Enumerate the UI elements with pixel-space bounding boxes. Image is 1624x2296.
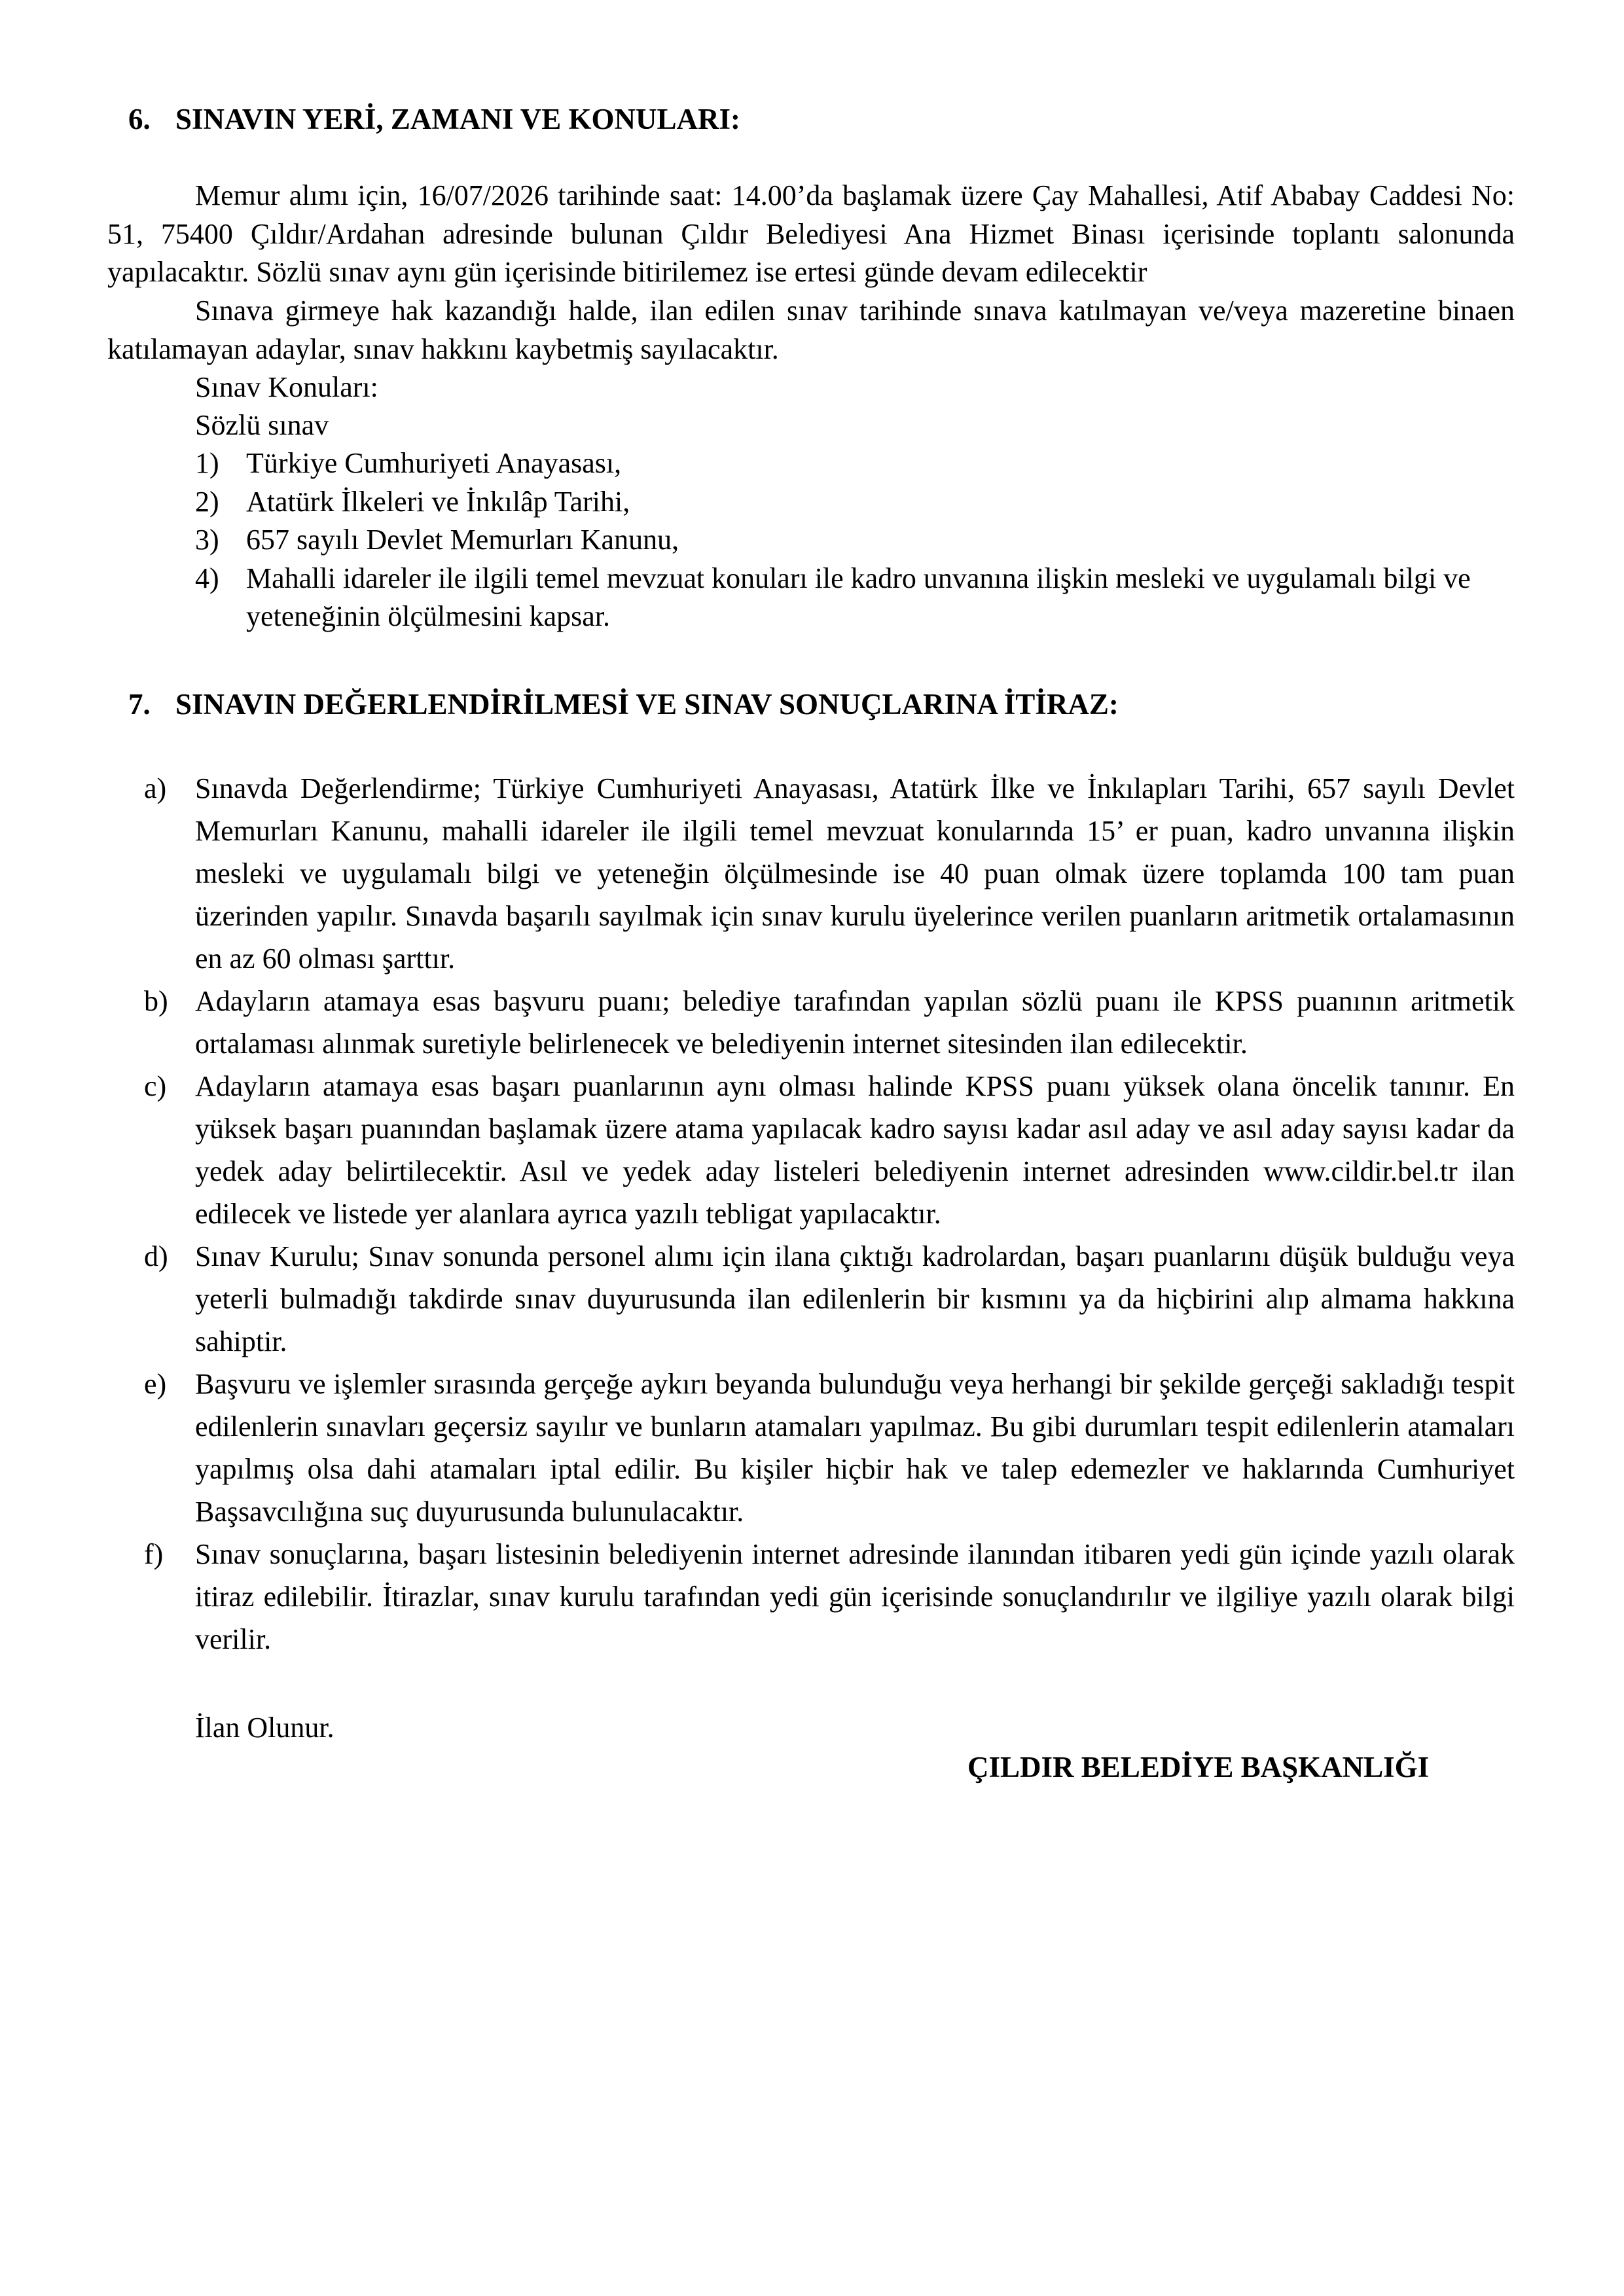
list-marker: d) xyxy=(144,1240,168,1272)
section-7-number: 7. xyxy=(128,688,151,721)
list-item xyxy=(144,1065,1515,1235)
list-item xyxy=(195,560,1515,636)
topics-label: Sınav Konuları: xyxy=(195,371,378,403)
list-item xyxy=(144,767,1515,980)
oral-exam-label: Sözlü sınav xyxy=(195,409,329,441)
signature-block: ÇILDIR BELEDİYE BAŞKANLIĞI xyxy=(967,1751,1430,1784)
list-item-text: Atatürk İlkeleri ve İnkılâp Tarihi, xyxy=(246,485,630,518)
section-6-number: 6. xyxy=(128,103,151,135)
list-item-text: Adayların atamaya esas başarı puanlarının aynı olması halinde KPSS puanı yüksek olana öncelik tanınır. En yüksek başarı puanından başlamak üzere atama yapılacak kadro sayısı kadar asıl aday ve asıl aday sayısı kadar da yedek aday belirtilecektir. Asıl ve yedek aday listeleri belediyenin internet adresinden www.cildir.bel.tr ilan edilecek ve listede yer alanlara ayrıca yazılı tebligat yapılacaktır. xyxy=(195,1070,1515,1230)
section-6-title: SINAVIN YERİ, ZAMANI VE KONULARI: xyxy=(175,103,741,135)
list-marker: 4) xyxy=(195,562,219,594)
evaluation-list xyxy=(144,767,1515,1660)
section-6-paragraph-1: Memur alımı için, 16/07/2026 tarihinde saat: 14.00’da başlamak üzere Çay Mahallesi, Atif Ababay Caddesi No: 51, 75400 Çıldır/Ardahan adresinde bulunan Çıldır Belediyesi Ana Hizmet Binası içerisinde toplantı salonunda yapılacaktır. Sözlü sınav aynı gün içerisinde bitirilemez ise ertesi günde devam edilecektir xyxy=(107,179,1515,288)
section-7-title: SINAVIN DEĞERLENDİRİLMESİ VE SINAV SONUÇLARINA İTİRAZ: xyxy=(175,688,1119,721)
list-item xyxy=(144,1533,1515,1660)
list-marker: a) xyxy=(144,772,167,804)
section-7-heading xyxy=(128,685,1119,724)
list-marker: e) xyxy=(144,1368,167,1400)
section-6-paragraph-2: Sınava girmeye hak kazandığı halde, ilan edilen sınav tarihinde sınava katılmayan ve/veya mazeretine binaen katılamayan adaylar, sınav hakkını kaybetmiş sayılacaktır. xyxy=(107,295,1515,365)
list-marker: 1) xyxy=(195,447,219,479)
list-item xyxy=(195,483,1515,522)
list-item xyxy=(195,521,1515,560)
list-item-text: Başvuru ve işlemler sırasında gerçeğe aykırı beyanda bulunduğu veya herhangi bir şekilde gerçeği sakladığı tespit edilenlerin sınavları geçersiz sayılır ve bunların atamaları yapılmaz. Bu gibi durumları tespit edilenlerin atamaları yapılmış olsa dahi atamaları iptal edilir. Bu kişiler hiçbir hak ve talep edemezler ve haklarında Cumhuriyet Başsavcılığına suç duyurusunda bulunulacaktır. xyxy=(195,1368,1515,1528)
section-6-heading xyxy=(128,99,740,139)
list-item xyxy=(195,444,1515,483)
list-marker: 2) xyxy=(195,485,219,518)
list-marker: f) xyxy=(144,1538,164,1570)
list-item-text: Sınavda Değerlendirme; Türkiye Cumhuriyeti Anayasası, Atatürk İlke ve İnkılapları Tarihi, 657 sayılı Devlet Memurları Kanunu, mahalli idareler ile ilgili temel mevzuat konularında 15’ er puan, kadro unvanına ilişkin mesleki ve uygulamalı bilgi ve yeteneğin ölçülmesinde ise 40 puan olmak üzere toplamda 100 tam puan üzerinden yapılır. Sınavda başarılı sayılmak için sınav kurulu üyelerince verilen puanların aritmetik ortalamasının en az 60 olması şarttır. xyxy=(195,772,1515,975)
closing-text: İlan Olunur. xyxy=(195,1712,334,1744)
list-item-text: Sınav Kurulu; Sınav sonunda personel alımı için ilana çıktığı kadrolardan, başarı puanlarını düşük bulduğu veya yeterli bulmadığı takdirde sınav duyurusunda ilan edilenlerin bir kısmını ya da hiçbirini alıp almama hakkına sahiptir. xyxy=(195,1240,1515,1357)
list-marker: b) xyxy=(144,985,168,1017)
list-item xyxy=(144,980,1515,1065)
list-item-text: Mahalli idareler ile ilgili temel mevzuat konuları ile kadro unvanına ilişkin mesleki ve uygulamalı bilgi ve yeteneğinin ölçülmesini kapsar. xyxy=(246,562,1471,632)
list-item-text: 657 sayılı Devlet Memurları Kanunu, xyxy=(246,524,679,556)
exam-topics-list xyxy=(195,444,1515,636)
list-item-text: Adayların atamaya esas başvuru puanı; belediye tarafından yapılan sözlü puanı ile KPSS puanının aritmetik ortalaması alınmak suretiyle belirlenecek ve belediyenin internet sitesinden ilan edilecektir. xyxy=(195,985,1515,1060)
list-item-text: Sınav sonuçlarına, başarı listesinin belediyenin internet adresinde ilanından itibaren yedi gün içinde yazılı olarak itiraz edilebilir. İtirazlar, sınav kurulu tarafından yedi gün içerisinde sonuçlandırılır ve ilgiliye yazılı olarak bilgi verilir. xyxy=(195,1538,1515,1655)
list-item xyxy=(144,1363,1515,1533)
list-marker: c) xyxy=(144,1070,167,1102)
list-item xyxy=(144,1235,1515,1363)
list-marker: 3) xyxy=(195,524,219,556)
list-item-text: Türkiye Cumhuriyeti Anayasası, xyxy=(246,447,622,479)
